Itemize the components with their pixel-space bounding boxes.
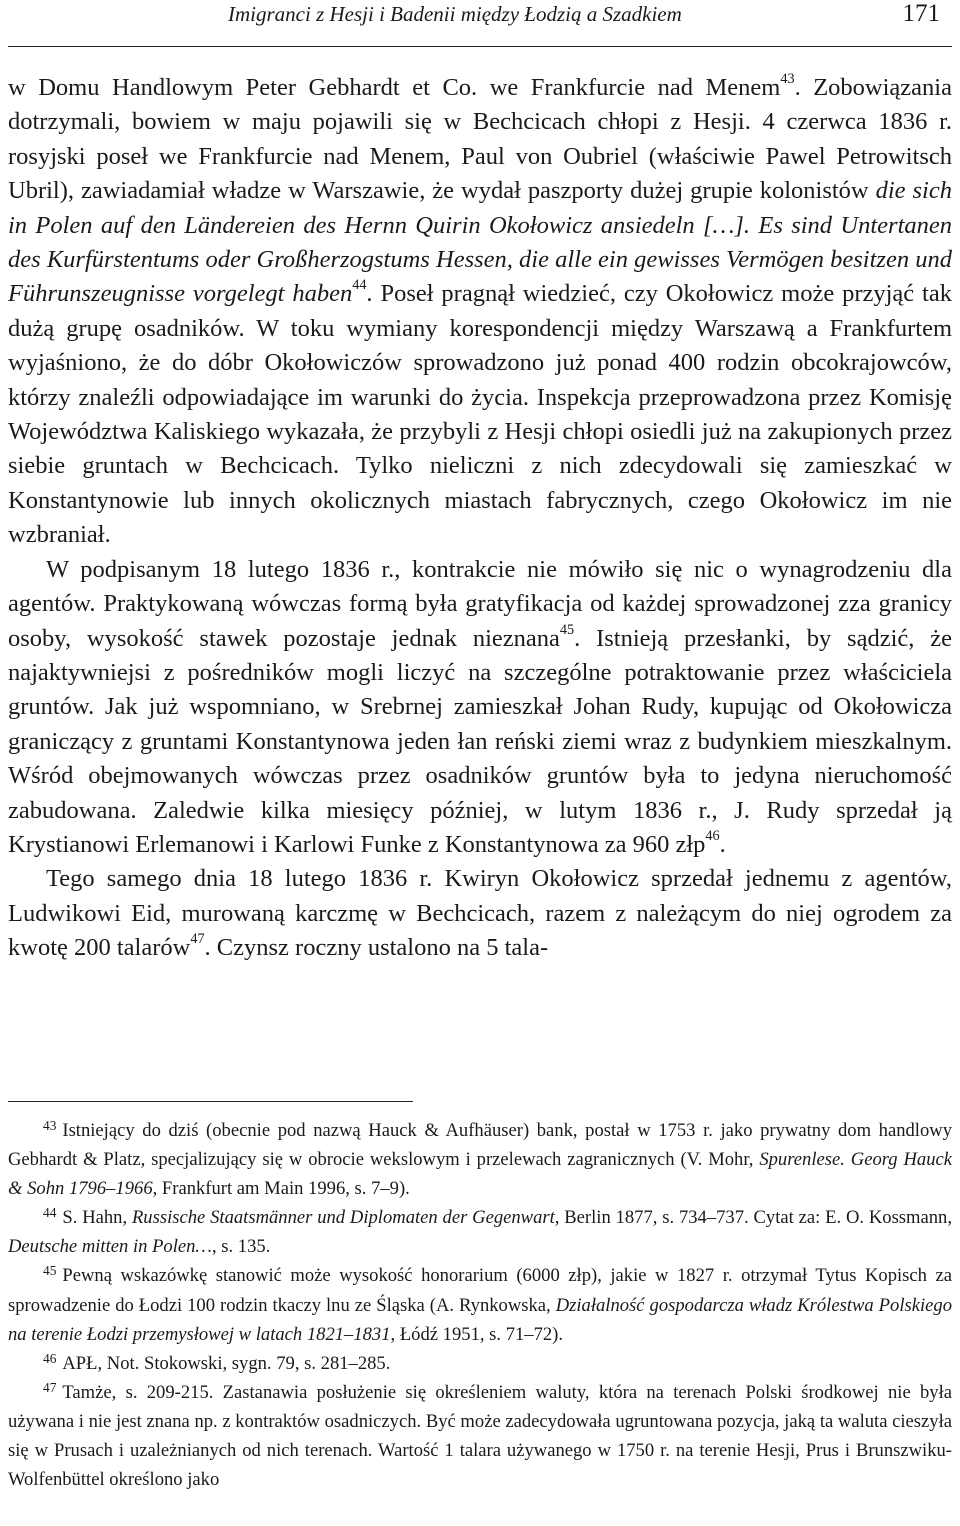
footnote-text: APŁ, Not. Stokowski, sygn. 79, s. 281–285. xyxy=(62,1352,391,1374)
footnote-text: , Berlin 1877, s. 734–737. Cytat za: E. O. Kossmann, xyxy=(554,1207,953,1229)
german-quotation: die sich in Polen auf den Ländereien des Hernn Quirin Okołowicz ansiedeln […]. Es sind Untertanen des Kurfürstentums oder Großherzogstums Hessen, die alle ein gewisses Vermögen besitzen und Führunszeugnisse vorgelegt haben xyxy=(8,177,952,308)
footnote-43 xyxy=(8,1116,952,1203)
footnote-title: Russische Staatsmänner und Diplomaten der Gegenwart xyxy=(131,1207,555,1229)
footnote-text: , s. 135. xyxy=(211,1236,271,1258)
footnote-ref-46: 46 xyxy=(705,827,720,844)
text-run: . Czynsz roczny ustalono na 5 tala- xyxy=(204,934,549,962)
running-title: Imigranci z Hesji i Badenii między Łodzią a Szadkiem xyxy=(228,2,682,26)
text-run: . Zobowiązania dotrzymali, bowiem w maju pojawili się w Bechcicach chłopi z Hesji. 4 czerwca 1836 r. rosyjski poseł we Frankfurcie nad Menem, Paul von Oubriel (właściwie Pawel Petrowitsch Ubril), zawiadamiał władze w Warszawie, że wydał paszporty dużej grupie kolonistów xyxy=(8,74,952,205)
footnote-46 xyxy=(8,1349,952,1378)
footnote-ref-44: 44 xyxy=(352,277,367,294)
paragraph-3 xyxy=(8,862,952,965)
footnote-44 xyxy=(8,1203,952,1261)
footnote-47 xyxy=(8,1378,952,1494)
footnote-text: Pewną wskazówkę stanowić może wysokość honorarium (6000 złp), jakie w 1827 r. otrzymał Tytus Kopisch za sprowadzenie do Łodzi 100 rodzin tkaczy lnu ze Śląska (A. Rynkowska, xyxy=(8,1265,952,1316)
footnotes xyxy=(8,1116,952,1494)
footnote-text: , Łódź 1951, s. 71–72). xyxy=(390,1323,564,1345)
text-run: w Domu Handlowym Peter Gebhardt et Co. we Frankfurcie nad Menem xyxy=(8,74,781,101)
footnote-title: Deutsche mitten in Polen… xyxy=(8,1236,212,1258)
text-run: . Poseł pragnął wiedzieć, czy Okołowicz może przyjąć tak dużą grupę osadników. W toku wymiany korespondencji między Warszawą a Frankfurtem wyjaśniono, że do dóbr Okołowiczów sprowadzono już ponad 400 rodzin obcokrajowców, którzy znaleźli odpowiadające im warunki do życia. Inspekcja przeprowadzona przez Komisję Województwa Kaliskiego wykazała, że przybyli z Hesji chłopi osiedli już na zakupionych przez siebie gruntach w Bechcicach. Tylko nieliczni z nich zdecydowali się zamieszkać w Konstantynowie lub innych okolicznych miastach fabrycznych, czego Okołowicz im nie wzbraniał. xyxy=(8,280,952,549)
footnote-text: S. Hahn, xyxy=(62,1207,132,1229)
footnote-number: 43 xyxy=(43,1117,57,1133)
paragraph-1 xyxy=(8,71,952,553)
page-header xyxy=(8,0,952,58)
footnote-ref-43: 43 xyxy=(780,70,795,87)
footnote-number: 44 xyxy=(43,1205,57,1221)
footnote-number: 46 xyxy=(43,1350,57,1366)
footnote-separator xyxy=(8,1101,413,1102)
text-run: . Istnieją przesłanki, by sądzić, że najaktywniejsi z pośredników mogli liczyć na szczególne potraktowanie przez właściciela gruntów. Jak już wspomniano, w Srebrnej zamieszkał Johan Rudy, kupując od Okołowicza graniczący z gruntami Konstantynowa jeden łan reński ziemi wraz z budynkiem mieszkalnym. Wśród obejmowanych wówczas przez osadników gruntów była to jedyna nieruchomość zabudowana. Zaledwie kilka miesięcy później, w lutym 1836 r., J. Rudy sprzedał ją Krystianowi Erlemanowi i Karlowi Funke z Konstantynowa za 960 złp xyxy=(8,624,952,858)
footnote-ref-47: 47 xyxy=(190,931,205,948)
text-run: . xyxy=(719,830,726,858)
footnote-number: 45 xyxy=(43,1263,57,1279)
footnote-number: 47 xyxy=(43,1379,57,1395)
footnote-45 xyxy=(8,1261,952,1348)
page-number: 171 xyxy=(902,0,940,27)
text-run: W podpisanym 18 lutego 1836 r., kontrakcie nie mówiło się nic o wynagrodzeniu dla agentów. Praktykowaną wówczas formą była gratyfikacja od każdej sprowadzonej zza granicy osoby, wysokość stawek pozostaje jednak nieznana xyxy=(8,555,952,652)
footnote-text: Tamże, s. 209-215. Zastanawia posłużenie się określeniem waluty, która na terenach Polski środkowej nie była używana i nie jest znana np. z kontraktów osadniczych. Być może zadecydowała ugruntowana pozycja, jaką ta waluta cieszyła się w Prusach i uzależnianych od nich terenach. Wartość 1 talara używanego w 1750 r. na terenie Hesji, Prus i Brunszwiku-Wolfenbüttel określono jako xyxy=(8,1381,952,1491)
footnote-title: Spurenlese. Georg Hauck & Sohn 1796–1966 xyxy=(8,1149,952,1200)
header-rule xyxy=(8,46,952,47)
footnote-ref-45: 45 xyxy=(559,621,575,638)
text-run: Tego samego dnia 18 lutego 1836 r. Kwiryn Okołowicz sprzedał jednemu z agentów, Ludwikowi Eid, murowaną karczmę w Bechcicach, razem z należącym do niej ogrodem za kwotę 200 talarów xyxy=(8,865,952,962)
paragraph-2 xyxy=(8,553,952,863)
footnote-text: , Frankfurt am Main 1996, s. 7–9). xyxy=(152,1178,410,1200)
footnote-text: Istniejący do dziś (obecnie pod nazwą Hauck & Aufhäuser) bank, postał w 1753 r. jako prywatny dom handlowy Gebhardt & Platz, specjalizujący się w obrocie wekslowym i przelewach zagranicznych (V. Mohr, xyxy=(8,1120,952,1171)
footnote-title: Działalność gospodarcza władz Królestwa Polskiego na terenie Łodzi przemysłowej w latach 1821–1831 xyxy=(8,1294,952,1345)
main-text xyxy=(8,71,952,966)
